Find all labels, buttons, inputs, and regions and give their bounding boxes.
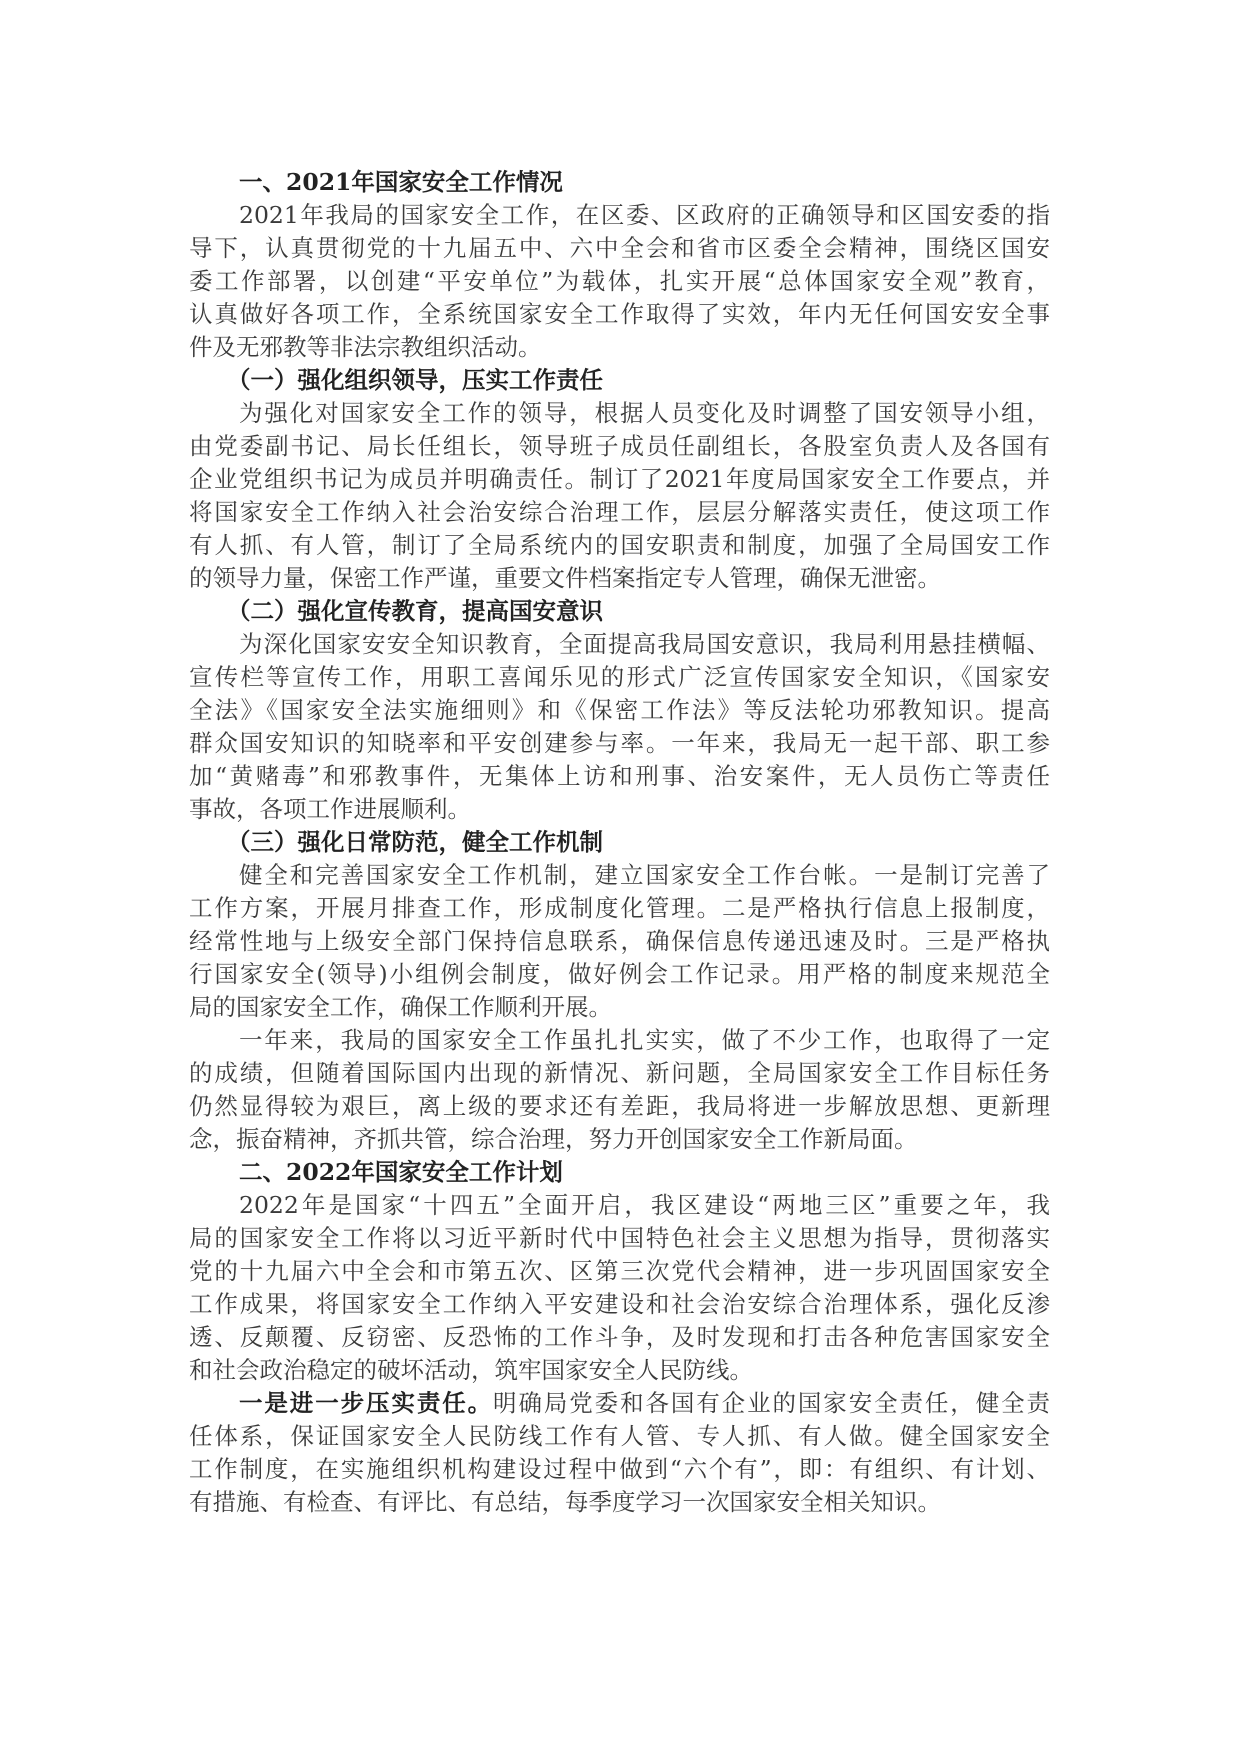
line-text: 经常性地与上级安全部门保持信息联系，确保信息传递迅速及时。三是严格执 [189,927,1050,955]
line-text: 仍然显得较为艰巨，离上级的要求还有差距，我局将进一步解放思想、更新理 [189,1092,1050,1120]
text-line [189,1453,1050,1486]
line-text: 局的国家安全工作，确保工作顺利开展。 [189,993,612,1021]
line-text: 明确局党委和各国有企业的国家安全责任，健全责 [493,1389,1051,1417]
line-text: 有人抓、有人管，制订了全局系统内的国安职责和制度，加强了全局国安工作 [189,531,1050,559]
paragraph [189,1387,1050,1519]
text-line [189,1486,1050,1519]
line-text: 一年来，我局的国家安全工作虽扎扎实实，做了不少工作，也取得了一定 [239,1026,1050,1054]
paragraph [189,199,1050,364]
text-line [189,958,1050,991]
line-text: 有措施、有检查、有评比、有总结，每季度学习一次国家安全相关知识。 [189,1488,941,1516]
line-text: 2022年是国家“十四五”全面开启，我区建设“两地三区”重要之年，我 [239,1191,1050,1219]
text-line [189,232,1050,265]
paragraph [189,1024,1050,1156]
subsection-heading: （一）强化组织领导，压实工作责任 [227,366,603,394]
line-text: 工作成果，将国家安全工作纳入平安建设和社会治安综合治理体系，强化反渗 [189,1290,1050,1318]
section-heading: 一、2021年国家安全工作情况 [239,168,563,196]
text-line [189,661,1050,694]
line-text: 宣传栏等宣传工作，用职工喜闻乐见的形式广泛宣传国家安全知识，《国家安 [189,663,1050,691]
text-line [189,496,1050,529]
line-text: 企业党组织书记为成员并明确责任。制订了2021年度局国家安全工作要点，并 [189,465,1050,493]
text-line [189,859,1050,892]
line-text: 群众国安知识的知晓率和平安创建参与率。一年来，我局无一起干部、职工参 [189,729,1050,757]
text-line [189,430,1050,463]
paragraph [189,397,1050,595]
text-line [189,1189,1050,1222]
section-heading: 二、2022年国家安全工作计划 [239,1158,563,1186]
line-text: 念，振奋精神，齐抓共管，综合治理，努力开创国家安全工作新局面。 [189,1125,918,1153]
subsection-heading: （三）强化日常防范，健全工作机制 [227,828,603,856]
line-text: 局的国家安全工作将以习近平新时代中国特色社会主义思想为指导，贯彻落实 [189,1224,1050,1252]
line-text: 健全和完善国家安全工作机制，建立国家安全工作台帐。一是制订完善了 [239,861,1050,889]
text-line [189,1321,1050,1354]
text-line [189,628,1050,661]
text-line [189,199,1050,232]
line-text: 工作方案，开展月排查工作，形成制度化管理。二是严格执行信息上报制度， [189,894,1050,922]
paragraph [189,628,1050,826]
line-text: 的成绩，但随着国际国内出现的新情况、新问题，全局国家安全工作目标任务 [189,1059,1050,1087]
text-line [189,1024,1050,1057]
line-text: 为深化国家安安全知识教育，全面提高我局国安意识，我局利用悬挂横幅、 [239,630,1050,658]
text-line [189,397,1050,430]
text-line [189,1222,1050,1255]
text-line [189,1057,1050,1090]
text-line [189,727,1050,760]
line-text: 行国家安全(领导)小组例会制度，做好例会工作记录。用严格的制度来规范全 [189,960,1050,988]
text-line [189,331,1050,364]
text-line [189,991,1050,1024]
text-line [189,1288,1050,1321]
line-text: 导下，认真贯彻党的十九届五中、六中全会和省市区委全会精神，围绕区国安 [189,234,1050,262]
lead-phrase: 一是进一步压实责任。 [239,1389,494,1417]
text-line [189,529,1050,562]
line-text: 认真做好各项工作，全系统国家安全工作取得了实效，年内无任何国安安全事 [189,300,1050,328]
text-line [189,463,1050,496]
line-text: 透、反颠覆、反窃密、反恐怖的工作斗争，及时发现和打击各种危害国家安全 [189,1323,1050,1351]
line-text: 由党委副书记、局长任组长，领导班子成员任副组长，各股室负责人及各国有 [189,432,1050,460]
paragraph [189,1189,1050,1387]
text-line [189,925,1050,958]
line-text: 将国家安全工作纳入社会治安综合治理工作，层层分解落实责任，使这项工作 [189,498,1050,526]
text-line [189,892,1050,925]
text-line [189,1387,1050,1420]
subsection-heading: （二）强化宣传教育，提高国安意识 [227,597,603,625]
text-line [189,760,1050,793]
text-line [189,265,1050,298]
line-text: 和社会政治稳定的破坏活动，筑牢国家安全人民防线。 [189,1356,753,1384]
text-line [189,1090,1050,1123]
text-line [189,562,1050,595]
text-line [189,1255,1050,1288]
text-line [189,694,1050,727]
text-line [189,1420,1050,1453]
document-body [189,166,1050,1519]
line-text: 件及无邪教等非法宗教组织活动。 [189,333,542,361]
line-text: 事故，各项工作进展顺利。 [189,795,471,823]
line-text: 加“黄赌毒”和邪教事件，无集体上访和刑事、治安案件，无人员伤亡等责任 [189,762,1050,790]
line-text: 全法》《国家安全法实施细则》和《保密工作法》等反法轮功邪教知识。提高 [189,696,1050,724]
line-text: 党的十九届六中全会和市第五次、区第三次党代会精神，进一步巩固国家安全 [189,1257,1050,1285]
text-line [189,793,1050,826]
line-text: 为强化对国家安全工作的领导，根据人员变化及时调整了国安领导小组， [239,399,1050,427]
paragraph [189,859,1050,1024]
line-text: 任体系，保证国家安全人民防线工作有人管、专人抓、有人做。健全国家安全 [189,1422,1050,1450]
line-text: 的领导力量，保密工作严谨，重要文件档案指定专人管理，确保无泄密。 [189,564,941,592]
text-line [189,1354,1050,1387]
line-text: 工作制度，在实施组织机构建设过程中做到“六个有”，即：有组织、有计划、 [189,1455,1050,1483]
line-text: 2021年我局的国家安全工作，在区委、区政府的正确领导和区国安委的指 [239,201,1050,229]
text-line [189,298,1050,331]
line-text: 委工作部署，以创建“平安单位”为载体，扎实开展“总体国家安全观”教育， [189,267,1050,295]
text-line [189,1123,1050,1156]
